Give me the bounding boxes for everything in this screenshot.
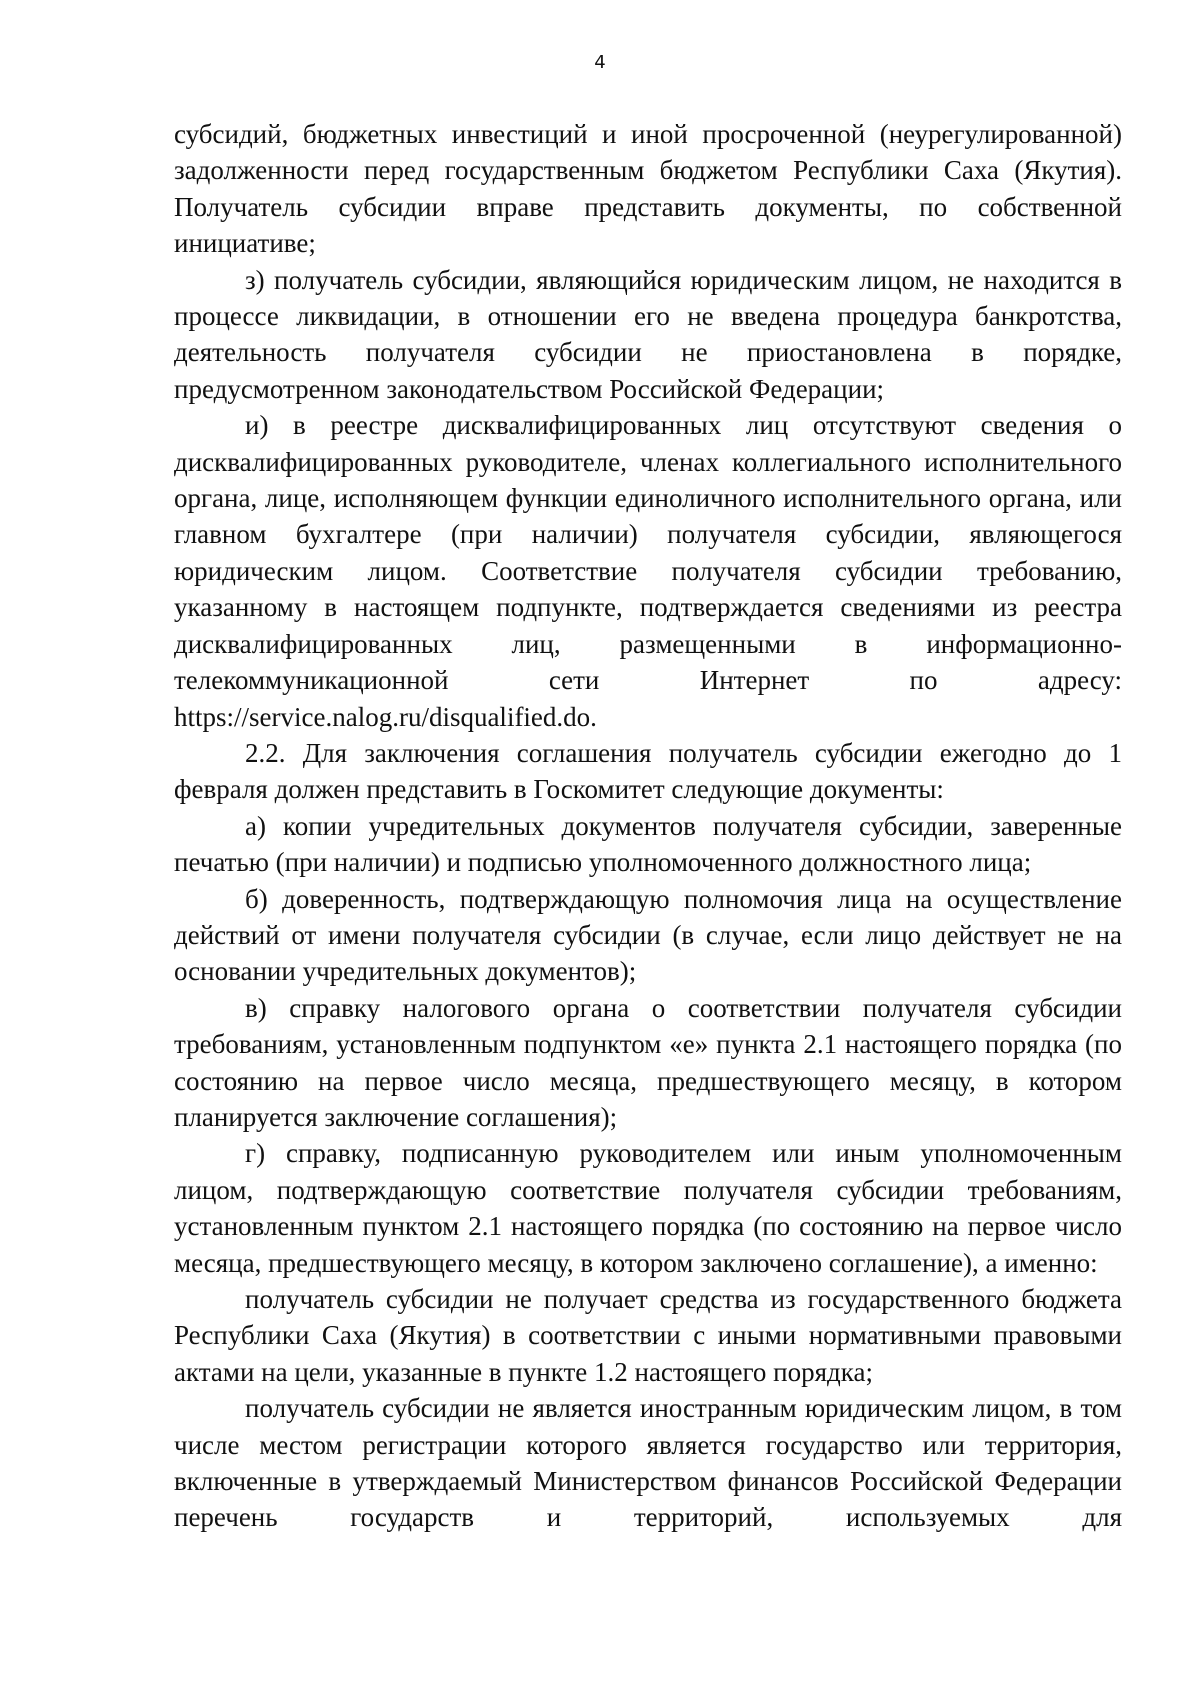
paragraph-z: з) получатель субсидии, являющийся юридическим лицом, не находится в процессе ликвидации, в отношении его не введена процедура банкротства, деятельность получателя субсидии не приостановлена в порядке, предусмотренном законодательством Российской Федерации; — [174, 264, 1122, 404]
paragraph-condition-1: получатель субсидии не получает средства из государственного бюджета Республики Саха (Якутия) в соответствии с иными нормативными правовыми актами на цели, указанные в пункте 1.2 настоящего порядка; — [174, 1284, 1122, 1387]
paragraph-condition-2: получатель субсидии не является иностранным юридическим лицом, в том числе местом регистрации которого является государство или территория, включенные в утверждаемый Министерством финансов Российской Федерации перечень государств и территорий, используемых для — [174, 1393, 1122, 1533]
paragraph-v: в) справку налогового органа о соответствии получателя субсидии требованиям, установленным подпунктом «е» пункта 2.1 настоящего порядка (по состоянию на первое число месяца, предшествующего месяцу, в котором планируется заключение соглашения); — [174, 992, 1122, 1132]
document-body — [174, 116, 1122, 1536]
paragraph-2-2: 2.2. Для заключения соглашения получатель субсидии ежегодно до 1 февраля должен представить в Госкомитет следующие документы: — [174, 737, 1122, 805]
paragraph-i: и) в реестре дисквалифицированных лиц отсутствуют сведения о дисквалифицированных руководителе, членах коллегиального исполнительного органа, лице, исполняющем функции единоличного исполнительного органа, или главном бухгалтере (при наличии) получателя субсидии, являющегося юридическим лицом. Соответствие получателя субсидии требованию, указанному в настоящем подпункте, подтверждается сведениями из реестра дисквалифицированных лиц, размещенными в информационно-телекоммуникационной сети Интернет по адресу: https://service.nalog.ru/disqualified.do. — [174, 410, 1122, 732]
page-number: 4 — [594, 52, 606, 73]
paragraph-g: г) справку, подписанную руководителем или иным уполномоченным лицом, подтверждающую соответствие получателя субсидии требованиям, установленным пунктом 2.1 настоящего порядка (по состоянию на первое число месяца, предшествующего месяцу, в котором заключено соглашение), а именно: — [174, 1138, 1122, 1278]
paragraph-a: а) копии учредительных документов получателя субсидии, заверенные печатью (при наличии) и подписью уполномоченного должностного лица; — [174, 810, 1122, 878]
paragraph-b: б) доверенность, подтверждающую полномочия лица на осуществление действий от имени получателя субсидии (в случае, если лицо действует не на основании учредительных документов); — [174, 883, 1122, 987]
paragraph-continuation: субсидий, бюджетных инвестиций и иной просроченной (неурегулированной) задолженности перед государственным бюджетом Республики Саха (Якутия). Получатель субсидии вправе представить документы, по собственной инициативе; — [174, 119, 1122, 259]
